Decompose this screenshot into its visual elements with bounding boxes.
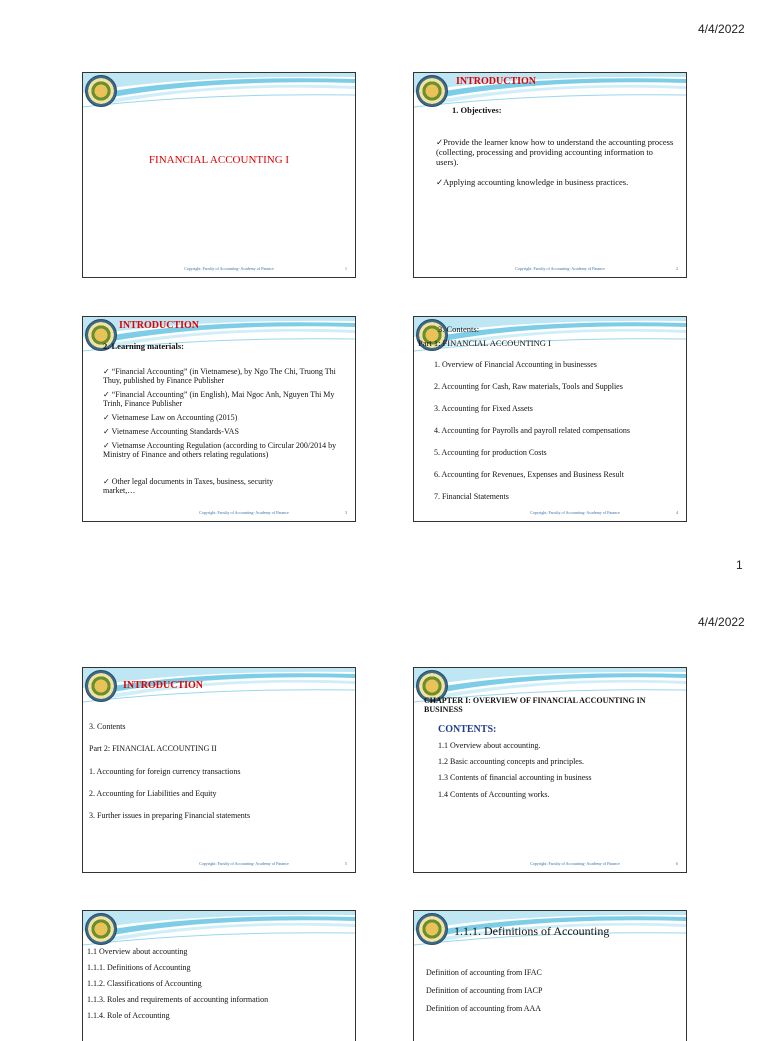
bullet-item: ✓ “Financial Accounting” (in Vietnamese), by Ngo The Chi, Truong Thi Thuy, published by Finance Publisher <box>103 367 336 385</box>
slide-subheading: 2. Learning materials: <box>103 341 184 351</box>
academy-logo-icon <box>85 75 117 107</box>
slide-number: 2 <box>676 266 678 271</box>
slide-number: 6 <box>676 861 678 866</box>
content-item: 1.1.2. Classifications of Accounting <box>87 979 202 988</box>
bullet-item: ✓ Vietnamse Accounting Regulation (according to Circular 200/2014 by Ministry of Finance and others relating regulations) <box>103 441 337 459</box>
bullet-item: ✓ “Financial Accounting” (in English), Mai Ngoc Anh, Nguyen Thi My Trinh, Finance Publisher <box>103 390 335 408</box>
slide-heading: INTRODUCTION <box>456 76 537 87</box>
slide-number: 3 <box>345 510 347 515</box>
contents-label: CONTENTS: <box>438 724 497 735</box>
slide-5 <box>82 667 356 873</box>
content-item: 1.1.3. Roles and requirements of accounting information <box>87 995 269 1004</box>
slide-number: 5 <box>345 861 347 866</box>
slide-heading: 1.1.1. Definitions of Accounting <box>454 924 610 938</box>
slide-3 <box>82 316 356 522</box>
bullet-item: ✓Provide the learner know how to understand the accounting process (collecting, processing and providing accounting information to users). <box>436 137 674 167</box>
content-item: Definition of accounting from AAA <box>426 1004 542 1013</box>
page-number: 1 <box>736 558 743 572</box>
slide-heading: INTRODUCTION <box>123 680 204 691</box>
header-swoosh <box>83 911 355 947</box>
content-item: 3. Further issues in preparing Financial statements <box>89 811 251 820</box>
slide-6 <box>413 667 687 873</box>
slide-8 <box>413 910 687 1041</box>
slide-heading: INTRODUCTION <box>119 320 200 331</box>
bullet-item: ✓Applying accounting knowledge in business practices. <box>436 177 629 187</box>
slide-4 <box>413 316 687 522</box>
academy-logo-icon <box>416 913 448 945</box>
slide-heading: 3. Contents: <box>438 324 480 334</box>
content-item: 1. Overview of Financial Accounting in businesses <box>434 360 597 369</box>
part-heading: Part 2: FINANCIAL ACCOUNTING II <box>89 744 217 753</box>
slide-7 <box>82 910 356 1041</box>
content-item: 1.1.1. Definitions of Accounting <box>87 963 191 972</box>
slide-2 <box>413 72 687 278</box>
content-item: Definition of accounting from IFAC <box>426 968 542 977</box>
slide-footer: Copyright: Faculty of Accounting- Academy of Finance <box>184 266 274 271</box>
content-item: 1.3 Contents of financial accounting in business <box>438 773 592 782</box>
content-item: 1. Accounting for foreign currency transactions <box>89 767 241 776</box>
content-item: 5. Accounting for production Costs <box>434 448 547 457</box>
slide-footer: Copyright: Faculty of Accounting- Academy of Finance <box>530 510 620 515</box>
content-item: 1.2 Basic accounting concepts and principles. <box>438 757 584 766</box>
page-date: 4/4/2022 <box>698 22 745 36</box>
slide-footer: Copyright: Faculty of Accounting- Academy of Finance <box>199 510 289 515</box>
slide-1 <box>82 72 356 278</box>
content-item: 1.1 Overview about accounting <box>87 947 188 956</box>
page-date: 4/4/2022 <box>698 615 745 629</box>
header-swoosh <box>83 73 355 109</box>
bullet-item: ✓ Vietnamese Accounting Standards-VAS <box>103 427 239 436</box>
content-item: 1.1.4. Role of Accounting <box>87 1011 170 1020</box>
content-item: 1.4 Contents of Accounting works. <box>438 790 550 799</box>
slide-number: 4 <box>676 510 678 515</box>
content-item: 6. Accounting for Revenues, Expenses and Business Result <box>434 470 624 479</box>
slide-subheading: 1. Objectives: <box>452 105 502 115</box>
header-swoosh <box>414 73 686 109</box>
content-item: 2. Accounting for Cash, Raw materials, Tools and Supplies <box>434 382 623 391</box>
slide-footer: Copyright: Faculty of Accounting- Academy of Finance <box>515 266 605 271</box>
content-item: 7. Financial Statements <box>434 492 509 501</box>
bullet-item: ✓ Other legal documents in Taxes, business, security market,… <box>103 477 274 495</box>
content-item: 3. Accounting for Fixed Assets <box>434 404 533 413</box>
slide-number: 1 <box>345 266 347 271</box>
academy-logo-icon <box>85 913 117 945</box>
part-heading: Part 1: FINANCIAL ACCOUNTING I <box>418 338 551 348</box>
content-item: 2. Accounting for Liabilities and Equity <box>89 789 217 798</box>
content-item: Definition of accounting from IACP <box>426 986 543 995</box>
chapter-heading: CHAPTER I: OVERVIEW OF FINANCIAL ACCOUNTING IN BUSINESS <box>424 696 646 714</box>
academy-logo-icon <box>416 75 448 107</box>
content-item: 4. Accounting for Payrolls and payroll related compensations <box>434 426 630 435</box>
slide-subheading: 3. Contents <box>89 722 126 731</box>
slide-footer: Copyright: Faculty of Accounting- Academy of Finance <box>199 861 289 866</box>
bullet-item: ✓ Vietnamese Law on Accounting (2015) <box>103 413 238 422</box>
slide-footer: Copyright: Faculty of Accounting- Academy of Finance <box>530 861 620 866</box>
slide-title: FINANCIAL ACCOUNTING I <box>148 154 290 166</box>
academy-logo-icon <box>85 670 117 702</box>
content-item: 1.1 Overview about accounting. <box>438 741 541 750</box>
